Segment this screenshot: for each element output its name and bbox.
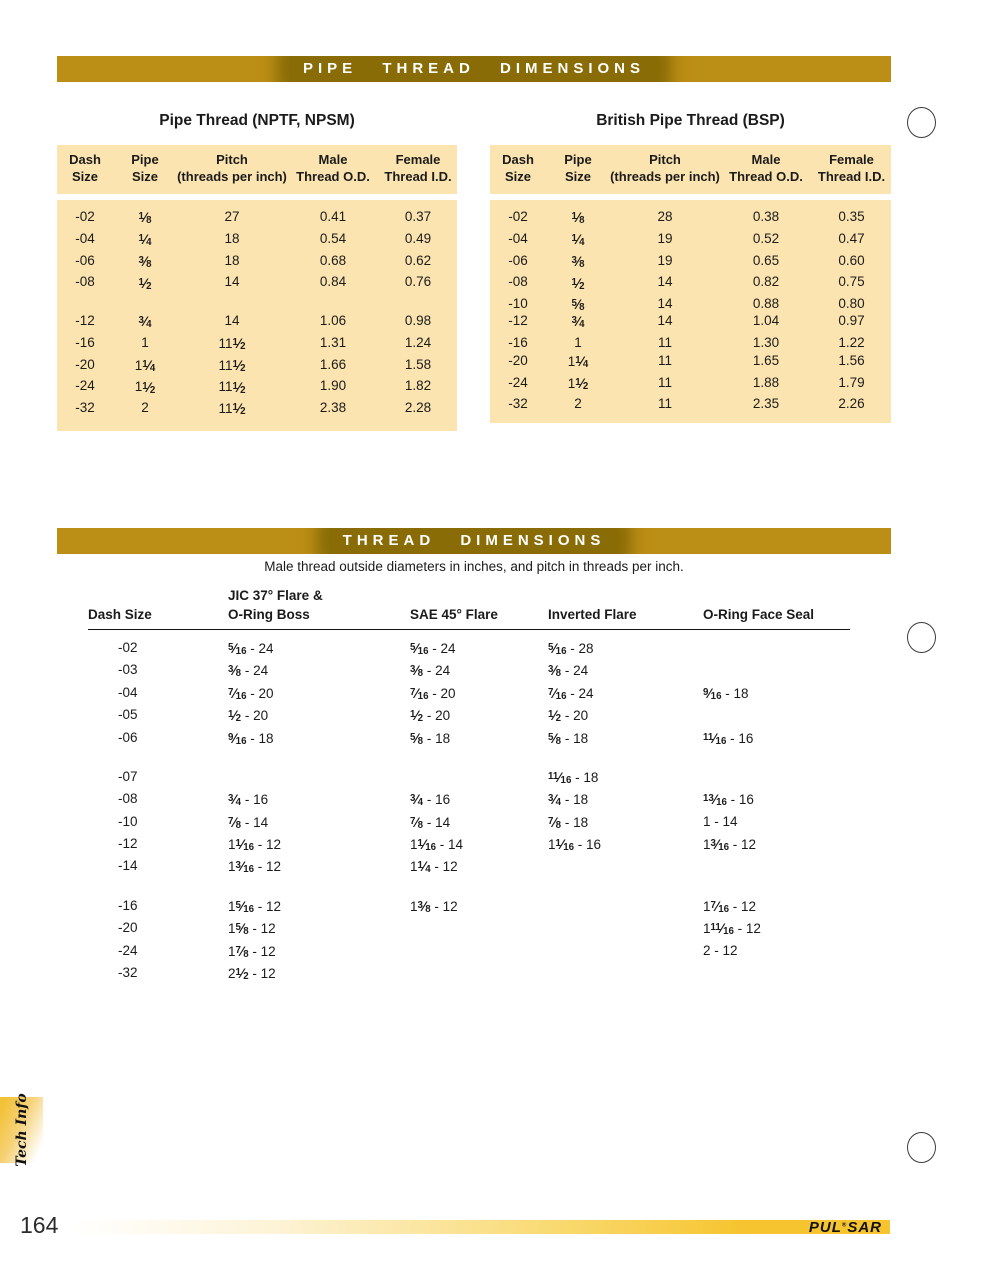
table-row [88, 964, 850, 986]
table-cell: $1^{11}⁄_{16} - 12$ [703, 921, 761, 937]
table-cell [703, 857, 850, 879]
column-header: Dash Size [502, 152, 534, 184]
registered-mark: ® [841, 1222, 848, 1229]
table-cell: -32 [75, 400, 95, 416]
table-cell: 14 [224, 312, 240, 328]
punch-hole [907, 622, 936, 653]
table-row [88, 768, 850, 790]
table-cell: -07 [118, 768, 138, 784]
table-cell: -10 [118, 813, 138, 829]
column-header-oring-face-seal: O-Ring Face Seal [703, 607, 815, 622]
table-cell: $11^1⁄_2$ [218, 357, 246, 374]
thread-dimensions-headers [88, 586, 850, 630]
table-cell: $1^1⁄_{16} - 12$ [228, 837, 282, 853]
table-cell: $^7⁄_{16} - 20$ [228, 685, 274, 702]
table-cell: -08 [75, 274, 95, 290]
table-row [490, 208, 891, 230]
table-cell: 2 [574, 396, 582, 412]
table-cell: 0.75 [838, 274, 865, 290]
table-row [490, 395, 891, 413]
table-cell: -12 [118, 836, 138, 851]
punch-hole [907, 107, 936, 138]
table-cell [410, 942, 548, 964]
table-cell: 0.54 [319, 230, 347, 246]
table-cell: 0.62 [404, 252, 432, 268]
table-cell: -06 [118, 729, 138, 745]
table-cell: 0.52 [752, 230, 780, 246]
table-cell: $^{13}⁄_{16} - 16$ [703, 792, 754, 809]
table-cell: $^3⁄_8 - 24$ [410, 663, 451, 680]
nptf-table-headers [57, 145, 457, 194]
table-cell: 0.38 [752, 208, 780, 224]
table-cell: -16 [75, 334, 95, 350]
table-group [57, 208, 457, 312]
table-cell: 2 [141, 400, 149, 416]
thread-dimensions-section-title: THREAD DIMENSIONS [329, 528, 620, 554]
table-cell [703, 964, 850, 986]
table-cell: $1^1⁄_4$ [134, 357, 156, 374]
table-cell: $^3⁄_8 - 24$ [228, 663, 269, 680]
table-row [490, 230, 891, 252]
table-cell: $1^3⁄_8 - 12$ [410, 898, 458, 915]
bsp-table-body [490, 200, 891, 424]
table-cell: 0.37 [404, 208, 432, 224]
table-cell: 0.35 [838, 208, 865, 224]
column-header: Female Thread I.D. [817, 152, 886, 184]
table-cell: 1.24 [404, 334, 432, 350]
table-cell: 18 [224, 252, 240, 268]
pulsar-logo-text: SAR [847, 1218, 882, 1236]
table-cell: 0.88 [752, 296, 780, 312]
table-row [88, 790, 850, 812]
table-cell: $^5⁄_{16} - 24$ [410, 641, 456, 657]
table-row [88, 684, 850, 706]
table-cell: $^7⁄_8 - 14$ [228, 814, 269, 831]
table-cell: 11 [657, 374, 672, 390]
table-row [57, 377, 457, 399]
table-cell [410, 964, 548, 986]
table-cell: $^5⁄_8$ [571, 297, 585, 314]
table-cell: $^1⁄_2 - 20$ [228, 708, 269, 724]
table-row [490, 352, 891, 374]
table-cell: $1^7⁄_8 - 12$ [228, 943, 276, 960]
table-cell: 14 [657, 274, 673, 290]
table-row [88, 942, 850, 964]
table-cell: 0.84 [319, 274, 347, 290]
table-cell: -03 [118, 662, 138, 678]
table-cell: $^5⁄_8 - 18$ [410, 730, 451, 747]
table-row [57, 334, 457, 356]
table-cell [548, 942, 703, 964]
table-cell: -06 [75, 252, 95, 268]
table-cell: 1 [574, 334, 582, 350]
table-cell: $^5⁄_8 - 18$ [548, 730, 589, 747]
table-cell: -04 [118, 684, 138, 700]
table-row [490, 334, 891, 352]
pipe-thread-section-bar [57, 56, 891, 82]
table-cell: 1.56 [838, 352, 865, 368]
table-cell: 0.98 [404, 312, 432, 328]
table-cell: $1^1⁄_{16} - 16$ [548, 837, 602, 853]
table-cell: 11 [657, 334, 672, 350]
table-cell: -02 [75, 208, 95, 224]
table-row [88, 639, 850, 661]
table-cell: $^{11}⁄_{16} - 16$ [703, 730, 754, 747]
bsp-table-title: British Pipe Thread (BSP) [596, 112, 785, 129]
table-cell: 1.06 [319, 312, 347, 328]
table-cell: -20 [508, 352, 528, 368]
table-row [490, 374, 891, 396]
table-cell: 0.80 [838, 296, 865, 312]
table-group [490, 312, 891, 414]
table-cell: 0.97 [838, 312, 865, 328]
table-cell [548, 857, 703, 879]
table-row [57, 312, 457, 334]
footer-brand-bar [72, 1220, 890, 1234]
column-header-oring-boss: O-Ring Boss [228, 607, 310, 622]
table-cell: 2.38 [319, 400, 347, 416]
table-cell: 1.66 [319, 356, 347, 372]
table-cell: -12 [75, 312, 95, 328]
table-cell: $1^1⁄_4 - 12$ [410, 859, 458, 876]
table-cell: $^3⁄_8$ [571, 253, 585, 270]
table-cell: $1^3⁄_{16} - 12$ [228, 859, 282, 876]
table-cell: 1.65 [752, 352, 780, 368]
table-row [57, 208, 457, 230]
table-cell: -32 [118, 964, 138, 980]
table-cell: -04 [75, 230, 95, 246]
table-cell: $1^7⁄_{16} - 12$ [703, 898, 757, 915]
table-cell: -24 [75, 378, 95, 394]
table-cell [548, 897, 703, 919]
table-group [88, 639, 850, 751]
table-cell: $11^1⁄_2$ [218, 401, 246, 418]
page-number: 164 [20, 1212, 59, 1238]
column-header: Male Thread O.D. [296, 152, 370, 184]
table-row [57, 230, 457, 252]
table-cell: -12 [508, 312, 528, 328]
table-cell: $^7⁄_{16} - 24$ [548, 685, 594, 702]
table-row [88, 857, 850, 879]
table-group [490, 208, 891, 312]
table-row [57, 252, 457, 274]
table-row [490, 312, 891, 334]
table-cell: $^7⁄_{16} - 20$ [410, 685, 456, 702]
spacer [548, 586, 703, 605]
table-cell: 18 [224, 230, 240, 246]
table-cell: 0.60 [838, 252, 865, 268]
table-cell: $1^5⁄_{16} - 12$ [228, 898, 282, 915]
column-header: Pitch (threads per inch) [177, 152, 287, 184]
table-cell: $1^1⁄_2$ [567, 375, 589, 392]
bsp-table-headers [490, 145, 891, 194]
table-row [88, 835, 850, 857]
table-cell: -05 [118, 707, 138, 723]
table-cell: 1.88 [752, 374, 780, 390]
table-row [88, 897, 850, 919]
column-header: Pipe Size [131, 152, 159, 184]
table-cell: 1.82 [404, 378, 432, 394]
table-cell: $^3⁄_4$ [138, 313, 152, 330]
table-cell: $^1⁄_8$ [571, 209, 585, 226]
nptf-npsm-table [57, 112, 457, 431]
thread-dimensions-body [88, 639, 850, 986]
table-cell: -02 [118, 640, 138, 655]
table-cell: $^1⁄_2$ [138, 275, 152, 292]
table-cell: $11^1⁄_2$ [218, 379, 246, 396]
table-cell: 1 [141, 334, 149, 350]
table-cell: 0.49 [404, 230, 432, 246]
table-cell: -06 [508, 252, 528, 268]
table-cell: -04 [508, 230, 528, 246]
column-header-dash-size: Dash Size [88, 607, 152, 622]
tech-info-side-tab [0, 1093, 43, 1167]
table-cell: 2 - 12 [703, 942, 738, 958]
table-cell: 11 [657, 352, 672, 368]
table-cell: $^1⁄_2 - 20$ [548, 708, 589, 724]
table-cell: $^1⁄_2$ [571, 275, 585, 292]
table-cell: -08 [118, 791, 138, 807]
table-group [88, 897, 850, 987]
table-cell: -02 [508, 208, 528, 224]
bsp-table [490, 112, 891, 423]
thread-dimensions-subtitle: Male thread outside diameters in inches, and pitch in threads per inch. [264, 559, 684, 574]
table-cell: $^1⁄_2 - 20$ [410, 708, 451, 724]
table-cell: -10 [508, 296, 528, 312]
column-header: Male Thread O.D. [729, 152, 803, 184]
table-cell: $^5⁄_{16} - 24$ [228, 641, 274, 657]
table-cell: -16 [118, 897, 138, 913]
header-row-top [88, 586, 850, 605]
table-cell: -08 [508, 274, 528, 290]
table-cell: $^3⁄_8 - 24$ [548, 663, 589, 680]
table-cell: $1^1⁄_2$ [134, 379, 156, 396]
table-cell: -32 [508, 396, 528, 412]
column-header: Pitch (threads per inch) [610, 152, 720, 184]
table-cell: $^7⁄_8 - 14$ [410, 814, 451, 831]
table-row [57, 356, 457, 378]
table-row [88, 919, 850, 941]
table-cell: $1^1⁄_4$ [567, 353, 589, 370]
table-cell: 2.26 [838, 396, 865, 412]
table-cell: -14 [118, 858, 138, 874]
table-cell: $^3⁄_4 - 16$ [410, 792, 451, 809]
column-header-sae-flare: SAE 45° Flare [410, 607, 498, 622]
table-cell [703, 661, 850, 683]
table-row [88, 813, 850, 835]
table-cell: $1^5⁄_8 - 12$ [228, 921, 276, 937]
table-cell: 1.90 [319, 378, 347, 394]
table-cell [703, 706, 850, 728]
table-cell [548, 919, 703, 941]
column-header: Female Thread I.D. [384, 152, 452, 184]
pipe-thread-section-title: PIPE THREAD DIMENSIONS [289, 56, 659, 82]
table-cell: $^1⁄_4$ [138, 231, 152, 248]
thread-dimensions-section-bar [57, 528, 891, 554]
table-cell: 19 [657, 230, 673, 246]
table-cell: 11 [657, 396, 672, 412]
table-cell: $^5⁄_{16} - 28$ [548, 641, 594, 657]
table-cell: 1 - 14 [703, 813, 738, 829]
table-row [57, 273, 457, 295]
table-cell: $^1⁄_8$ [138, 209, 152, 226]
table-cell: $^3⁄_4 - 16$ [228, 792, 269, 809]
thread-dimensions-table [88, 586, 850, 1003]
table-cell: 14 [657, 296, 673, 312]
column-header: Pipe Size [564, 152, 592, 184]
table-cell: $1^3⁄_{16} - 12$ [703, 837, 757, 853]
table-cell: $1^1⁄_{16} - 14$ [410, 837, 464, 853]
pulsar-logo [809, 1219, 882, 1236]
table-row [88, 706, 850, 728]
spacer [410, 586, 548, 605]
table-cell [703, 639, 850, 661]
table-group [88, 768, 850, 880]
table-cell: 0.65 [752, 252, 780, 268]
punch-hole [907, 1132, 936, 1163]
table-cell [410, 919, 548, 941]
nptf-table-body [57, 200, 457, 431]
table-cell: 1.79 [838, 374, 865, 390]
table-row [88, 661, 850, 683]
table-cell: 0.68 [319, 252, 347, 268]
table-cell: $2^1⁄_2 - 12$ [228, 965, 276, 982]
table-group [57, 312, 457, 421]
table-cell: 0.41 [319, 208, 347, 224]
table-cell: 2.35 [752, 396, 780, 412]
table-row [490, 273, 891, 295]
header-row-bottom [88, 605, 850, 624]
table-cell: $^9⁄_{16} - 18$ [228, 730, 274, 747]
nptf-table-title: Pipe Thread (NPTF, NPSM) [159, 112, 355, 129]
table-cell: 14 [657, 312, 673, 328]
table-cell: 28 [657, 208, 673, 224]
table-cell [228, 768, 410, 790]
table-cell: -24 [118, 942, 138, 958]
table-row [490, 252, 891, 274]
table-cell: -16 [508, 334, 528, 350]
table-cell: 19 [657, 252, 673, 268]
table-row [57, 399, 457, 421]
table-cell: -20 [75, 356, 95, 372]
table-cell [410, 768, 548, 790]
table-cell: $^7⁄_8 - 18$ [548, 814, 589, 831]
table-cell: 14 [224, 274, 240, 290]
table-cell: 1.04 [752, 312, 780, 328]
spacer [88, 586, 228, 605]
table-cell: $^1⁄_4$ [571, 231, 585, 248]
column-header: Dash Size [69, 152, 101, 184]
table-cell: 1.22 [838, 334, 865, 350]
table-row [88, 729, 850, 751]
table-cell [703, 768, 850, 790]
column-header-inverted-flare: Inverted Flare [548, 607, 637, 622]
table-cell: -24 [508, 374, 528, 390]
table-cell: $^3⁄_4 - 18$ [548, 792, 589, 809]
table-cell: 2.28 [404, 400, 432, 416]
table-cell: $^{11}⁄_{16} - 18$ [548, 769, 599, 786]
table-cell: 1.58 [404, 356, 432, 372]
table-cell: 0.82 [752, 274, 780, 290]
table-cell: $11^1⁄_2$ [218, 335, 246, 352]
table-cell: 1.31 [319, 334, 347, 350]
table-cell: $^3⁄_4$ [571, 313, 585, 330]
table-cell: 1.30 [752, 334, 780, 350]
tech-info-label: Tech Info [13, 1093, 30, 1167]
column-header-jic-line1: JIC 37° Flare & [228, 588, 323, 603]
table-cell: 27 [224, 208, 240, 224]
table-cell: $^3⁄_8$ [138, 253, 152, 270]
table-cell: 0.76 [404, 274, 432, 290]
pulsar-logo-text: PUL [808, 1218, 842, 1236]
table-cell: -20 [118, 920, 138, 936]
table-cell: 0.47 [838, 230, 865, 246]
table-cell [548, 964, 703, 986]
spacer [703, 586, 850, 605]
table-cell: $^9⁄_{16} - 18$ [703, 685, 749, 702]
